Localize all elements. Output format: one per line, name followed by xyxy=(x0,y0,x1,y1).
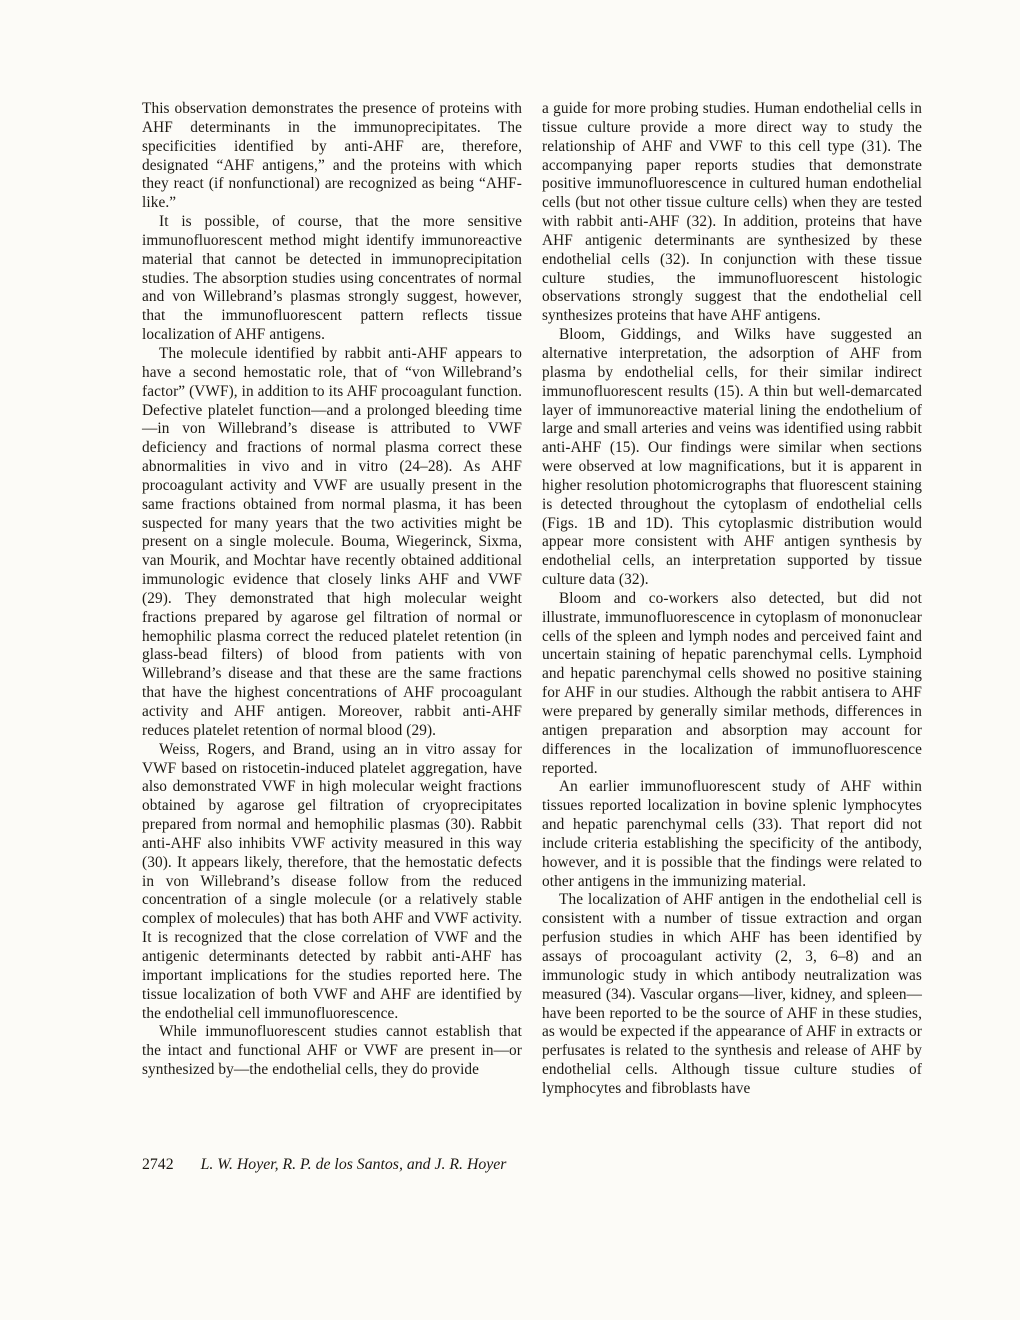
left-column xyxy=(142,100,522,1099)
paragraph: While immunofluorescent studies cannot establish that the intact and functional AHF or VWF are present in—or synthesized by—the endothelial cells, they do provide xyxy=(142,1023,522,1079)
two-column-body xyxy=(142,100,922,1099)
paragraph: a guide for more probing studies. Human endothelial cells in tissue culture provide a more direct way to study the relationship of AHF and VWF to this cell type (31). The accompanying paper reports studies that demonstrate positive immunofluorescence in cultured human endothelial cells (but not other tissue culture cells) when they are tested with rabbit anti-AHF (32). In addition, proteins that have AHF antigenic determinants are synthesized by these endothelial cells (32). In conjunction with these tissue culture studies, the immunofluorescent histologic observations strongly suggest that the endothelial cell synthesizes proteins that have AHF antigens. xyxy=(542,100,922,325)
paragraph: It is possible, of course, that the more sensitive immunofluorescent method might identify immunoreactive material that cannot be detected in immunoprecipitation studies. The absorption studies using concentrates of normal and von Willebrand’s plasmas strongly suggest, however, that the immunofluorescent pattern reflects tissue localization of AHF antigens. xyxy=(142,213,522,344)
paragraph: An earlier immunofluorescent study of AHF within tissues reported localization in bovine splenic lymphocytes and hepatic parenchymal cells (33). That report did not include criteria establishing the specificity of the antibody, however, and it is possible that the findings were related to other antigens in the immunizing material. xyxy=(542,778,922,890)
right-column xyxy=(542,100,922,1099)
paragraph: Bloom and co-workers also detected, but did not illustrate, immunofluorescence in cytoplasm of mononuclear cells of the spleen and lymph nodes and perceived faint and uncertain staining of hepatic parenchymal cells. Lymphoid and hepatic parenchymal cells showed no positive staining for AHF in our studies. Although the rabbit antisera to AHF were prepared by generally similar methods, differences in antigen preparation and absorption may account for differences in the localization of immunofluorescence reported. xyxy=(542,589,922,777)
page-footer xyxy=(142,1156,506,1174)
authors-byline: L. W. Hoyer, R. P. de los Santos, and J. R. Hoyer xyxy=(200,1156,507,1173)
paragraph: Bloom, Giddings, and Wilks have suggested an alternative interpretation, the adsorption of AHF from plasma by endothelial cells, for their similar indirect immunofluorescent results (15). A thin but well-demarcated layer of immunoreactive material lining the endothelium of large and small arteries and veins was identified using rabbit anti-AHF (15). Our findings were similar when sections were observed at low magnifications, but it is apparent in higher resolution photomicrographs that fluorescent staining is detected throughout the cytoplasm of endothelial cells (Figs. 1B and 1D). This cytoplasmic distribution would appear more consistent with AHF antigen synthesis by endothelial cells, an interpretation supported by tissue culture data (32). xyxy=(542,326,922,589)
paragraph: The molecule identified by rabbit anti-AHF appears to have a second hemostatic role, that of “von Willebrand’s factor” (VWF), in addition to its AHF procoagulant function. Defective platelet function—and a prolonged bleeding time—in von Willebrand’s disease is attributed to VWF deficiency and fractions of normal plasma correct these abnormalities in vivo and in vitro (24–28). As AHF procoagulant activity and VWF are usually present in the same fractions obtained from normal plasma, it has been suspected for many years that the two activities might be present on a single molecule. Bouma, Wiegerinck, Sixma, van Mourik, and Mochtar have recently obtained additional immunologic evidence that closely links AHF and VWF (29). They demonstrated that high molecular weight fractions prepared by agarose gel filtration of normal or hemophilic plasma correct the reduced platelet retention (in glass-bead filters) of blood from patients with von Willebrand’s disease and that these are the same fractions that have the highest concentrations of AHF procoagulant activity and AHF antigen. Moreover, rabbit anti-AHF reduces platelet retention of normal blood (29). xyxy=(142,344,522,739)
paragraph: Weiss, Rogers, and Brand, using an in vitro assay for VWF based on ristocetin-induced platelet aggregation, have also demonstrated VWF in high molecular weight fractions obtained by agarose gel filtration of cryoprecipitates prepared from normal and hemophilic plasmas (30). Rabbit anti-AHF also inhibits VWF activity measured in this way (30). It appears likely, therefore, that the hemostatic defects in von Willebrand’s disease follow from the reduced concentration of a single molecule (or a relatively stable complex of molecules) that has both AHF and VWF activity. It is recognized that the close correlation of VWF and the antigenic determinants detected by rabbit anti-AHF has important implications for the studies reported here. The tissue localization of both VWF and AHF are identified by the endothelial cell immunofluorescence. xyxy=(142,740,522,1022)
paragraph: This observation demonstrates the presence of proteins with AHF determinants in the immunoprecipitates. The specificities identified by anti-AHF are, therefore, designated “AHF antigens,” and the proteins with which they react (if nonfunctional) are recognized as being “AHF-like.” xyxy=(142,100,522,212)
page-number: 2742 xyxy=(142,1156,174,1173)
paragraph: The localization of AHF antigen in the endothelial cell is consistent with a number of tissue extraction and organ perfusion studies in which AHF has been identified by assays of procoagulant activity (2, 3, 6–8) and an immunologic study in which antibody neutralization was measured (34). Vascular organs—liver, kidney, and spleen—have been reported to be the source of AHF in these studies, as would be expected if the appearance of AHF in extracts or perfusates is related to the synthesis and release of AHF by endothelial cells. Although tissue culture studies of lymphocytes and fibroblasts have xyxy=(542,891,922,1097)
